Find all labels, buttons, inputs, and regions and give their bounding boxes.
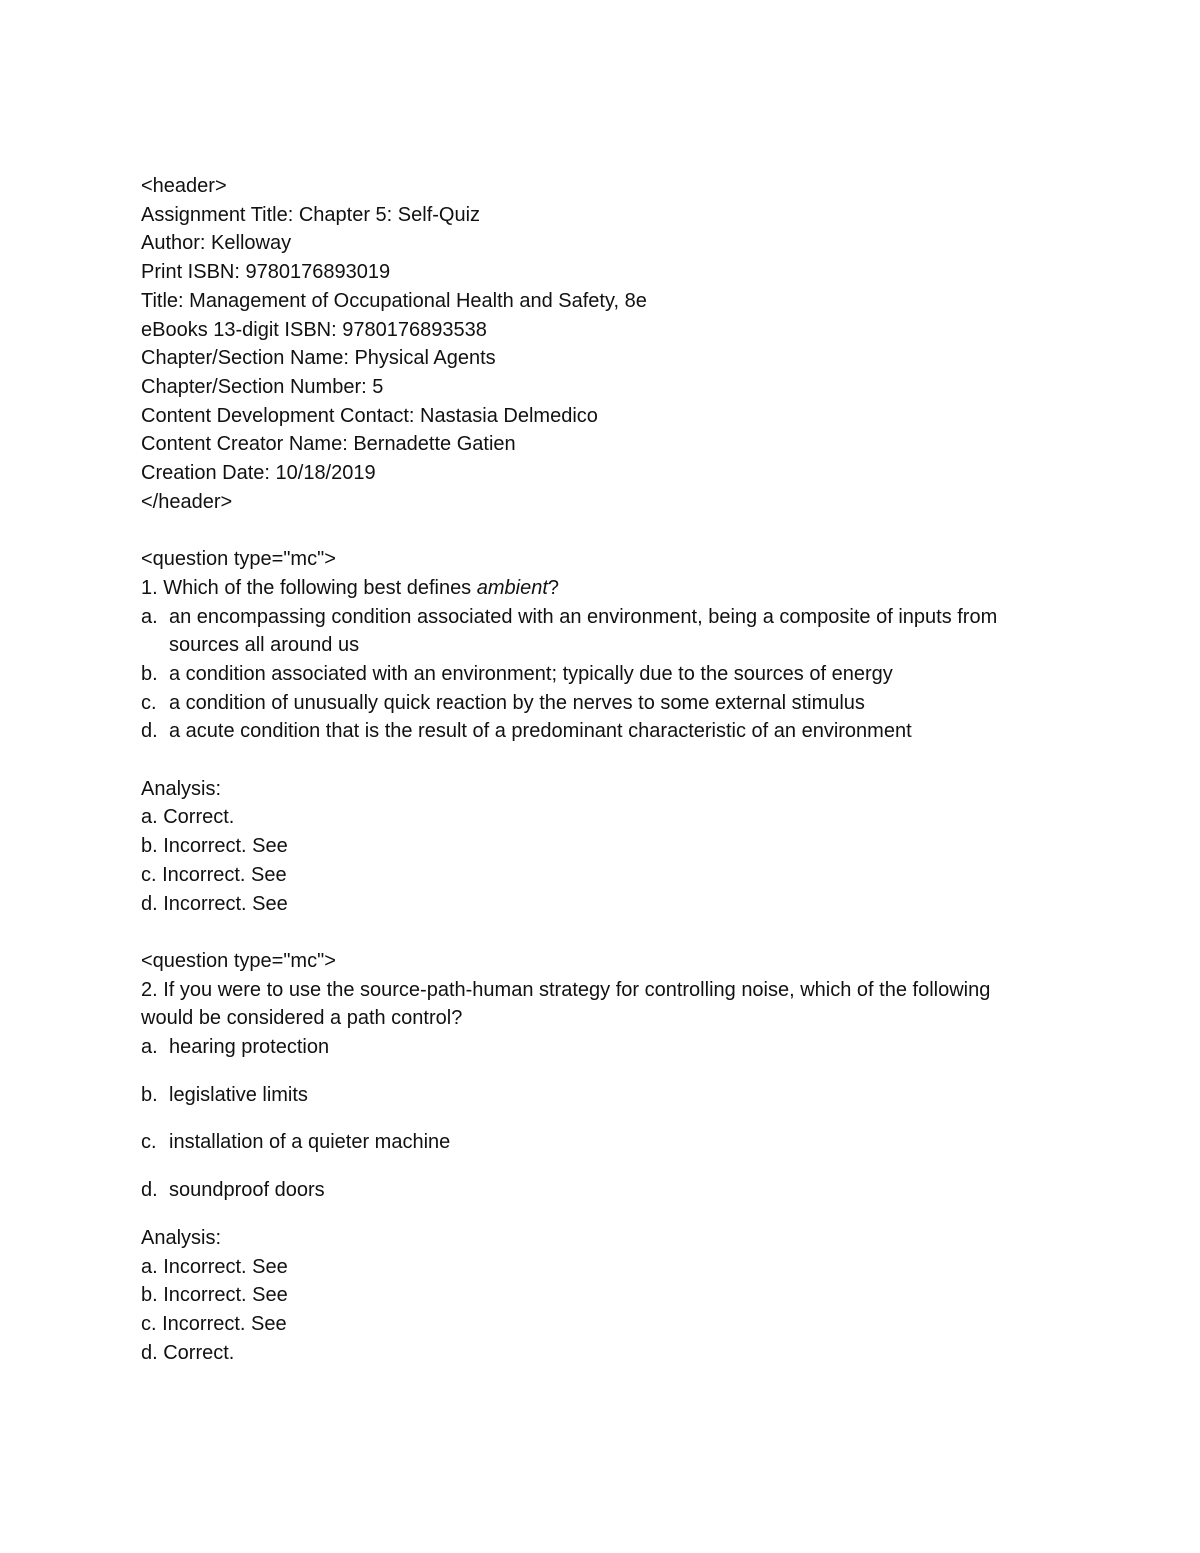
question-1-option-d — [141, 717, 1041, 746]
question-2-option-c — [141, 1128, 1041, 1157]
option-letter: c. — [141, 691, 157, 714]
question-1-stem — [141, 574, 1041, 603]
spacer — [141, 1062, 1041, 1081]
option-text: a acute condition that is the result of a predominant characteristic of an environment — [169, 720, 912, 743]
assignment-title: Assignment Title: Chapter 5: Self-Quiz — [141, 203, 481, 226]
spacer — [141, 1205, 1041, 1224]
ebook-isbn: eBooks 13-digit ISBN: 9780176893538 — [141, 318, 487, 341]
option-text: hearing protection — [169, 1036, 330, 1059]
author: Author: Kelloway — [141, 232, 292, 255]
question-2-option-b — [141, 1081, 1041, 1110]
option-text: installation of a quieter machine — [169, 1131, 451, 1154]
option-letter: b. — [141, 1083, 158, 1106]
analysis-label: Analysis: — [141, 1226, 222, 1249]
analysis-item: c. Incorrect. See — [141, 863, 287, 886]
section-name: Chapter/Section Name: Physical Agents — [141, 347, 496, 370]
spacer — [141, 918, 1041, 947]
option-text: an encompassing condition associated with an environment, being a composite of inputs from sources all around us — [169, 605, 998, 657]
book-title: Title: Management of Occupational Health and Safety, 8e — [141, 289, 647, 312]
question-1-stem-suffix: ? — [547, 576, 560, 599]
section-number: Chapter/Section Number: 5 — [141, 375, 384, 398]
analysis-item: b. Incorrect. See — [141, 835, 288, 858]
question-1-analysis — [141, 775, 1041, 919]
spacer — [141, 516, 1041, 545]
header-close-tag: </header> — [141, 490, 233, 513]
option-text: a condition of unusually quick reaction by the nerves to some external stimulus — [169, 691, 865, 714]
question-1-stem-prefix: 1. Which of the following best defines — [141, 576, 477, 599]
analysis-label: Analysis: — [141, 777, 222, 800]
option-letter: d. — [141, 720, 158, 743]
question-1 — [141, 545, 1041, 918]
option-text: legislative limits — [169, 1083, 308, 1106]
question-1-option-b — [141, 660, 1041, 689]
option-letter: a. — [141, 1036, 158, 1059]
analysis-item: d. Correct. — [141, 1341, 235, 1364]
question-2-stem: 2. If you were to use the source-path-human strategy for controlling noise, which of the following would be considered a path control? — [141, 978, 996, 1030]
spacer — [141, 1157, 1041, 1176]
analysis-item: a. Correct. — [141, 806, 235, 829]
option-letter: d. — [141, 1179, 158, 1202]
question-1-tag: <question type="mc"> — [141, 548, 336, 571]
spacer — [141, 1109, 1041, 1128]
analysis-item: b. Incorrect. See — [141, 1284, 288, 1307]
option-text: soundproof doors — [169, 1179, 325, 1202]
question-2-analysis — [141, 1224, 1041, 1368]
creation-date: Creation Date: 10/18/2019 — [141, 462, 376, 485]
question-2-option-d — [141, 1176, 1041, 1205]
analysis-item: c. Incorrect. See — [141, 1312, 287, 1335]
print-isbn: Print ISBN: 9780176893019 — [141, 261, 391, 284]
question-1-option-a — [141, 603, 1041, 660]
question-2-option-a — [141, 1033, 1041, 1062]
content-creator: Content Creator Name: Bernadette Gatien — [141, 433, 516, 456]
question-2 — [141, 947, 1041, 1367]
header-block — [141, 172, 1041, 516]
analysis-item: a. Incorrect. See — [141, 1255, 288, 1278]
header-open-tag: <header> — [141, 175, 227, 197]
document-body — [141, 172, 1041, 1367]
analysis-item: d. Incorrect. See — [141, 892, 288, 915]
spacer — [141, 746, 1041, 775]
option-letter: c. — [141, 1131, 157, 1154]
development-contact: Content Development Contact: Nastasia Delmedico — [141, 404, 598, 427]
question-1-option-c — [141, 689, 1041, 718]
option-text: a condition associated with an environment; typically due to the sources of energy — [169, 662, 893, 685]
question-2-tag: <question type="mc"> — [141, 949, 336, 972]
option-letter: a. — [141, 605, 158, 628]
option-letter: b. — [141, 662, 158, 685]
question-1-term: ambient — [476, 576, 548, 599]
